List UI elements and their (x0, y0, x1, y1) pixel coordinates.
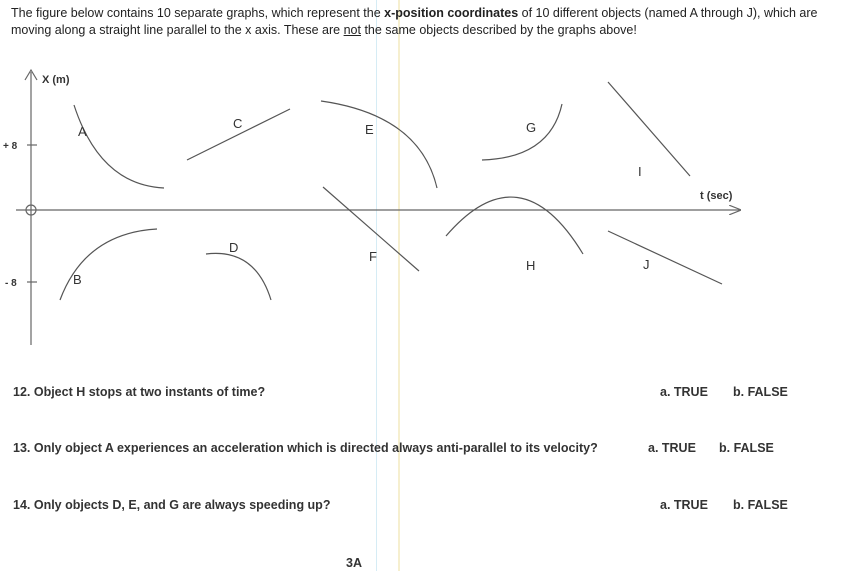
curve-h (446, 197, 583, 254)
label-h: H (526, 258, 536, 273)
label-c: C (233, 116, 243, 131)
curve-e (321, 101, 437, 188)
tick-label-minus: - 8 (5, 278, 17, 289)
intro-text: The figure below contains 10 separate graphs, which represent the (11, 6, 385, 20)
curve-d (206, 253, 271, 300)
question-12: 12. Object H stops at two instants of time? (13, 385, 266, 399)
label-f: F (369, 249, 377, 264)
curve-i (608, 82, 690, 176)
label-b: B (73, 272, 82, 287)
label-j: J (643, 257, 650, 272)
label-a: A (78, 124, 87, 139)
label-d: D (229, 240, 239, 255)
question-13-false-option[interactable]: b. FALSE (719, 441, 774, 455)
label-i: I (638, 164, 642, 179)
curve-g (482, 104, 562, 160)
question-13: 13. Only object A experiences an acceleration which is directed always anti-parallel to its velocity? (13, 441, 598, 455)
curve-b (60, 229, 157, 300)
question-12-true-option[interactable]: a. TRUE (660, 385, 708, 399)
intro-text: of 10 different objects (named A through J), which are moving along a straight line parallel to the x axis. These are (11, 6, 818, 37)
intro-bold: x-position coordinates (384, 6, 519, 20)
question-14-true-option[interactable]: a. TRUE (660, 498, 708, 512)
label-e: E (365, 122, 374, 137)
x-axis-label: t (sec) (700, 190, 733, 202)
label-g: G (526, 120, 537, 135)
question-14-false-option[interactable]: b. FALSE (733, 498, 788, 512)
curve-j (608, 231, 722, 284)
question-14: 14. Only objects D, E, and G are always speeding up? (13, 498, 331, 512)
y-axis-label: X (m) (42, 74, 70, 86)
question-13-true-option[interactable]: a. TRUE (648, 441, 696, 455)
intro-text: the same objects described by the graphs above! (360, 23, 637, 37)
tick-label-plus: + 8 (3, 141, 18, 152)
curve-a (74, 105, 164, 188)
page-number: 3A (346, 556, 362, 570)
question-12-false-option[interactable]: b. FALSE (733, 385, 788, 399)
intro-underlined: not (343, 23, 361, 37)
